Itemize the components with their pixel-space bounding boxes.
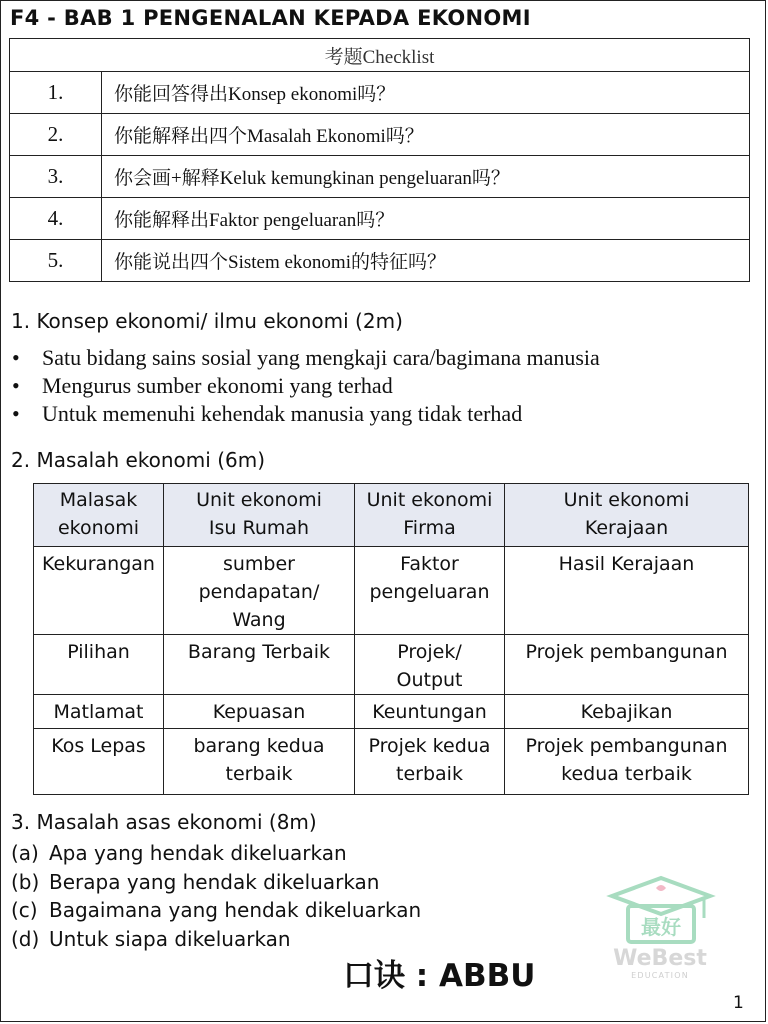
- table-cell: [164, 729, 355, 795]
- bullet-item: [12, 400, 600, 428]
- mnemonic: [343, 950, 535, 995]
- cell-line: sumber: [222, 553, 295, 575]
- list-text: Apa yang hendak dikeluarkan: [49, 841, 347, 865]
- checklist-row: [10, 240, 750, 282]
- table-cell: [164, 635, 355, 695]
- bullet-icon: •: [12, 401, 20, 426]
- checklist-header: 考题Checklist: [10, 39, 750, 72]
- bullet-item: [12, 344, 600, 372]
- table-row: [34, 695, 749, 729]
- checklist-question: 你能解释出Faktor pengeluaran吗？: [102, 198, 750, 240]
- list-item: [11, 925, 421, 954]
- logo-emblem-text: 最好: [641, 915, 681, 939]
- list-item: [11, 896, 421, 925]
- page-number: 1: [733, 993, 744, 1013]
- checklist-number: 5.: [10, 240, 102, 282]
- list-item: [11, 839, 421, 868]
- cell-line: Matlamat: [53, 701, 144, 723]
- bullet-text: Mengurus sumber ekonomi yang terhad: [42, 373, 393, 398]
- header-line: Unit ekonomi: [366, 489, 493, 511]
- list-label: (c): [11, 898, 38, 922]
- cell-line: Keuntungan: [372, 701, 487, 723]
- checklist-number: 2.: [10, 114, 102, 156]
- concept-bullet-list: [12, 344, 600, 428]
- graduation-cap-icon: [606, 872, 716, 948]
- page-title: F4 - BAB 1 PENGENALAN KEPADA EKONOMI: [10, 6, 531, 30]
- header-line: Unit ekonomi: [196, 489, 322, 511]
- table-row: [34, 729, 749, 795]
- list-text: Bagaimana yang hendak dikeluarkan: [49, 898, 422, 922]
- table-cell: [505, 547, 749, 635]
- checklist-row: [10, 114, 750, 156]
- list-item: [11, 868, 421, 897]
- checklist-number: 4.: [10, 198, 102, 240]
- header-cell: [355, 484, 505, 547]
- header-cell: [34, 484, 164, 547]
- cell-line: Projek pembangunan: [525, 735, 728, 757]
- table-cell: [355, 547, 505, 635]
- bullet-text: Untuk memenuhi kehendak manusia yang tidak terhad: [42, 401, 523, 426]
- table-cell: [355, 695, 505, 729]
- checklist-table: [9, 38, 750, 282]
- bullet-text: Satu bidang sains sosial yang mengkaji cara/bagimana manusia: [42, 345, 600, 370]
- table-cell: [505, 695, 749, 729]
- table-row: [34, 547, 749, 635]
- header-cell: [505, 484, 749, 547]
- cell-line: terbaik: [225, 763, 293, 785]
- table-cell: [164, 695, 355, 729]
- list-label: (a): [11, 841, 39, 865]
- cell-line: Kos Lepas: [51, 735, 146, 757]
- logo-subtitle: EDUCATION: [631, 971, 689, 980]
- economic-problem-table: [33, 483, 749, 795]
- cell-line: Projek kedua: [368, 735, 491, 757]
- checklist-header-row: [10, 39, 750, 72]
- list-label: (b): [11, 869, 40, 894]
- section3-heading: 3. Masalah asas ekonomi (8m): [11, 810, 317, 834]
- table-cell: [164, 547, 355, 635]
- table-cell: [355, 635, 505, 695]
- cell-line: kedua terbaik: [561, 763, 692, 785]
- mnemonic-label: 口诀: [343, 958, 405, 994]
- logo-brand: WeBest: [613, 946, 707, 971]
- checklist-question: 你能回答得出Konsep ekonomi吗？: [102, 72, 750, 114]
- cell-line: pengeluaran: [369, 581, 490, 603]
- cell-line: Kekurangan: [42, 553, 155, 575]
- header-line: Firma: [403, 517, 456, 539]
- cell-line: Barang Terbaik: [187, 641, 331, 663]
- checklist-row: [10, 72, 750, 114]
- cell-line: terbaik: [396, 763, 463, 785]
- header-line: Isu Rumah: [208, 517, 310, 539]
- header-line: Unit ekonomi: [563, 489, 690, 511]
- list-label: (d): [11, 926, 40, 951]
- basic-problem-list: [11, 839, 421, 953]
- cell-line: Pilihan: [67, 641, 130, 663]
- cell-line: barang kedua: [193, 735, 325, 757]
- header-line: ekonomi: [57, 517, 140, 539]
- table-cell: [34, 695, 164, 729]
- checklist-row: [10, 156, 750, 198]
- table-cell: [355, 729, 505, 795]
- table-cell: [34, 635, 164, 695]
- cell-line: pendapatan/: [198, 581, 320, 603]
- table-cell: [505, 729, 749, 795]
- header-cell: [164, 484, 355, 547]
- checklist-row: [10, 198, 750, 240]
- section1-heading: 1. Konsep ekonomi/ ilmu ekonomi (2m): [11, 309, 403, 333]
- list-text: Untuk siapa dikeluarkan: [49, 926, 291, 951]
- table-cell: [505, 635, 749, 695]
- bullet-item: [12, 372, 600, 400]
- checklist-question: 你能解释出四个Masalah Ekonomi吗？: [102, 114, 750, 156]
- table-cell: [34, 547, 164, 635]
- cell-line: Kepuasan: [212, 701, 306, 723]
- checklist-question: 你能说出四个Sistem ekonomi的特征吗？: [102, 240, 750, 282]
- checklist-number: 1.: [10, 72, 102, 114]
- cell-line: Kebajikan: [580, 701, 673, 723]
- header-line: Malasak: [59, 489, 138, 511]
- cell-line: Faktor: [400, 553, 459, 575]
- bullet-icon: •: [12, 345, 20, 370]
- webest-logo: [606, 872, 716, 982]
- section2-heading: 2. Masalah ekonomi (6m): [11, 448, 266, 472]
- list-text: Berapa yang hendak dikeluarkan: [49, 869, 380, 894]
- table-row: [34, 635, 749, 695]
- table-cell: [34, 729, 164, 795]
- cell-line: Output: [396, 669, 463, 691]
- bullet-icon: •: [12, 373, 20, 398]
- cell-line: Projek/: [397, 641, 462, 663]
- header-line: Kerajaan: [584, 517, 669, 539]
- mnemonic-separator: :: [405, 958, 439, 994]
- economic-table-header-row: [34, 484, 749, 547]
- cell-line: Wang: [232, 609, 286, 631]
- checklist-number: 3.: [10, 156, 102, 198]
- checklist-question: 你会画+解释Keluk kemungkinan pengeluaran吗？: [102, 156, 750, 198]
- mnemonic-value: ABBU: [438, 958, 536, 994]
- cell-line: Projek pembangunan: [525, 641, 728, 663]
- cell-line: Hasil Kerajaan: [558, 553, 695, 575]
